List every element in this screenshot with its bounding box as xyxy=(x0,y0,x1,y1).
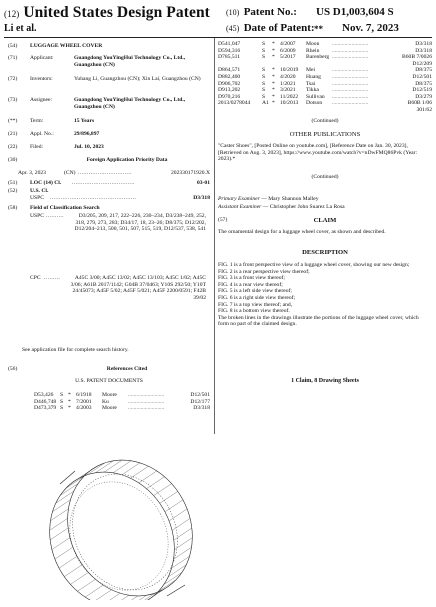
tread-line xyxy=(78,579,96,591)
tread-line xyxy=(159,579,177,591)
citation-star: * xyxy=(272,100,275,107)
citation-row xyxy=(218,87,432,94)
citation-star: * xyxy=(272,73,275,80)
citation-name: Barenberg xyxy=(306,54,330,61)
citation-leader-dots: .......................... xyxy=(332,87,369,94)
citation-date: 4/2007 xyxy=(280,41,296,47)
tread-line xyxy=(94,590,112,600)
citation-name: Mei xyxy=(306,67,316,74)
claims-summary: 1 Claim, 8 Drawing Sheets xyxy=(291,378,359,384)
citation-class: D12/501 xyxy=(190,392,210,398)
citation-date: 6/1918 xyxy=(76,392,92,398)
luggage-wheel-cover-drawing xyxy=(26,448,216,600)
citation-star: * xyxy=(272,41,275,47)
citation-class: D3/318 xyxy=(415,47,432,54)
claim-heading: CLAIM xyxy=(313,217,337,224)
citation-name: Tikka xyxy=(306,87,319,94)
citation-num: D473,379 xyxy=(34,405,57,412)
tread-line xyxy=(85,585,103,597)
citation-row xyxy=(218,41,432,48)
citation-date: 11/2022 xyxy=(280,93,299,100)
citation-leader-dots: .......................... xyxy=(332,54,369,61)
tread-line xyxy=(169,509,187,521)
citation-class: D12/209 xyxy=(412,60,432,67)
field-term: (**) Term: 15 Years xyxy=(8,118,95,124)
description-line: FIG. 7 is a top view thereof; and, xyxy=(218,301,293,308)
claim-text: The ornamental design for a luggage wheel cover, as shown and described. xyxy=(218,229,386,235)
citation-date: 3/2021 xyxy=(280,87,296,94)
claim-heading-row: (57) CLAIM xyxy=(218,217,432,227)
field-filed: (22) Filed: Jul. 10, 2023 xyxy=(8,144,104,150)
description-list xyxy=(218,262,430,328)
citation-date: 4/2003 xyxy=(76,405,92,412)
continued-label-2: (Continued) xyxy=(311,174,339,180)
patent-number: US D1,003,604 S xyxy=(316,6,394,18)
tread-line xyxy=(139,471,157,483)
description-line: FIG. 4 is a rear view thereof; xyxy=(218,281,283,288)
document-type: United States Design Patent xyxy=(23,4,210,21)
citation-class: D8/375 xyxy=(415,80,432,87)
citation-name: Moore xyxy=(102,405,117,412)
citation-class: B60B 7/0026 xyxy=(402,54,432,61)
citation-date: 6/2009 xyxy=(280,47,296,54)
search-uspc: USPC .......... D3/205, 209, 217, 222–226, 230–234, D3/238–249, 252, 318, 279, 273, 283; D34/17, 18, 23–26; D8/375; D12/202, D12/204–213, 500, 501, 507, 515, 519, D12/537, 538, 541 xyxy=(30,213,206,233)
field-search: (58) Field of Classification Search xyxy=(8,205,100,211)
citation-leader-dots: .......................... xyxy=(332,47,369,54)
citation-row xyxy=(8,392,210,399)
citation-star: * xyxy=(272,80,275,87)
citation-row xyxy=(218,48,432,55)
patent-number-row: (10) Patent No.: US D1,003,604 S xyxy=(226,6,394,18)
citation-kind: S xyxy=(262,93,266,100)
citation-date: 5/2017 xyxy=(280,54,296,61)
search-note: See application file for complete search history. xyxy=(22,347,129,353)
tread-line xyxy=(122,463,140,475)
citation-name: Rhein xyxy=(306,47,320,54)
field-us-cl: (52) U.S. Cl. USPC ................................................ D3/318 xyxy=(8,188,210,201)
citation-leader-dots: .......................... xyxy=(128,392,165,398)
description-line: FIG. 5 is a left side view thereof; xyxy=(218,288,292,295)
citation-kind: A1 xyxy=(262,100,269,107)
tread-line xyxy=(131,466,149,478)
citation-date: 4/2020 xyxy=(280,73,296,80)
citation-name: Moon xyxy=(306,41,320,47)
citation-kind: S xyxy=(262,47,266,54)
citation-star: * xyxy=(272,67,275,74)
citation-kind: S xyxy=(262,73,266,80)
tread-line xyxy=(160,491,178,503)
citation-num: D53,426 xyxy=(34,392,54,398)
citation-leader-dots: .......................... xyxy=(332,73,369,80)
citation-num: D970,216 xyxy=(218,93,241,100)
description-line: FIG. 6 is a right side view thereof; xyxy=(218,294,296,301)
description-line: FIG. 1 is a front perspective view of a luggage wheel cover, showing our new design; xyxy=(218,262,410,268)
field-loc: (51) LOC (14) Cl. ................................... 03-01 xyxy=(8,180,210,186)
citation-leader-dots: .......................... xyxy=(332,80,369,87)
tread-line xyxy=(53,500,71,512)
primary-examiner: Primary Examiner — Mary Shannon Malley xyxy=(218,196,319,202)
citation-class: D3/279 xyxy=(415,93,432,100)
tread-line xyxy=(95,461,113,473)
tread-line xyxy=(147,477,165,489)
citation-kind: S xyxy=(60,405,64,412)
citation-name: Moore xyxy=(102,392,117,398)
citation-row xyxy=(218,94,432,101)
citation-class: D12/177 xyxy=(190,398,210,405)
citation-leader-dots: .......................... xyxy=(332,93,369,100)
date-of-patent: Nov. 7, 2023 xyxy=(342,22,399,34)
tread-line xyxy=(64,565,82,577)
citation-class: D3/318 xyxy=(193,405,210,412)
citation-row xyxy=(218,67,432,74)
citation-row xyxy=(218,107,432,114)
citation-kind: S xyxy=(262,67,266,74)
field-title: (54) LUGGAGE WHEEL COVER xyxy=(8,43,103,49)
citation-star: * xyxy=(272,54,275,61)
citation-num: D882,400 xyxy=(218,73,241,80)
description-heading: DESCRIPTION xyxy=(302,249,348,256)
tread-line xyxy=(66,477,84,489)
date-of-patent-row: (45) Date of Patent: ** Nov. 7, 2023 xyxy=(226,22,399,34)
citation-class: 301/62 xyxy=(416,106,432,113)
citation-date: 10/2019 xyxy=(280,67,299,74)
citation-star: * xyxy=(272,93,275,100)
tread-line xyxy=(154,484,172,496)
citation-kind: S xyxy=(60,398,64,405)
tread-line xyxy=(59,556,77,568)
citation-name: Sullivan xyxy=(306,93,325,100)
citation-name: Ku xyxy=(102,398,109,405)
citation-class: D12/519 xyxy=(412,87,432,94)
tread-line xyxy=(55,547,73,559)
patent-header-title xyxy=(4,4,210,22)
search-cpc: CPC ......... A45C 3/00; A45C 13/02; A45C 13/103; A45C 1/02; A45C 3/06; A61B 2017/1142; G04B 37/0463; Y10S 292/50; Y10T 24/45073; A45F 5/02; A45F 5/021; A45F 2200/0591; F42B 39/02 xyxy=(30,275,206,301)
tread-line xyxy=(172,518,190,530)
citation-class: B60B 1/06 xyxy=(407,100,432,107)
citation-num: D913,202 xyxy=(218,87,241,94)
citation-leader-dots: .......................... xyxy=(332,67,369,74)
description-line: FIG. 2 is a rear perspective view thereof; xyxy=(218,268,310,275)
citation-star: * xyxy=(272,47,275,54)
citation-class: D12/501 xyxy=(412,73,432,80)
field-appl-no: (21) Appl. No.: 29/896,897 xyxy=(8,131,100,137)
citation-row xyxy=(8,405,210,412)
citation-class: D3/318 xyxy=(415,41,432,47)
right-citation-list xyxy=(218,41,432,114)
inventor-short: Li et al. xyxy=(4,23,37,34)
tread-line xyxy=(79,466,97,478)
continued-label: (Continued) xyxy=(311,118,339,124)
citation-row xyxy=(218,100,432,107)
tread-line xyxy=(52,538,70,550)
tread-line xyxy=(87,463,105,475)
us-patent-documents-heading: U.S. PATENT DOCUMENTS xyxy=(75,378,143,384)
citation-row xyxy=(218,61,432,68)
citation-kind: S xyxy=(262,87,266,94)
citation-row xyxy=(218,74,432,81)
description-line: FIG. 3 is a front view thereof; xyxy=(218,275,285,282)
citation-kind: S xyxy=(60,392,64,398)
field-assignee: (73) Assignee: Guangdong YouYingHui Technology Co., Ltd., Guangzhou (CN) xyxy=(8,97,186,110)
citation-name: Tsai xyxy=(306,80,316,87)
pub-code: (12) xyxy=(4,9,20,19)
field-references: (56) References Cited xyxy=(8,366,148,372)
citation-star: * xyxy=(68,398,71,405)
citation-row xyxy=(218,54,432,61)
citation-num: D906,702 xyxy=(218,80,241,87)
citation-leader-dots: .......................... xyxy=(332,100,369,107)
citation-date: 1/2021 xyxy=(280,80,296,87)
citation-kind: S xyxy=(262,54,266,61)
field-foreign-priority: (30) Foreign Application Priority Data xyxy=(8,157,168,163)
citation-num: D446,748 xyxy=(34,398,57,405)
date-marker: ** xyxy=(314,24,323,34)
citation-num: 2013/0278044 xyxy=(218,100,251,107)
header-rule xyxy=(4,37,432,38)
description-line: FIG. 8 is a bottom view thereof. xyxy=(218,308,290,315)
assistant-examiner: Assistant Examiner — Christopher John Suarez La Rosa xyxy=(218,204,345,210)
tread-line xyxy=(174,538,192,550)
citation-leader-dots: .......................... xyxy=(128,405,165,412)
tread-line xyxy=(70,572,88,584)
tread-line xyxy=(113,461,131,473)
citation-star: * xyxy=(68,405,71,412)
citation-num: D541,047 xyxy=(218,41,241,47)
citation-leader-dots: .......................... xyxy=(332,41,369,47)
citation-kind: S xyxy=(262,41,266,47)
tread-line xyxy=(50,528,68,540)
citation-star: * xyxy=(272,87,275,94)
citation-row xyxy=(218,81,432,88)
citation-kind: S xyxy=(262,80,266,87)
other-publications-heading: OTHER PUBLICATIONS xyxy=(289,131,361,138)
citation-name: Huang xyxy=(306,73,321,80)
field-inventors: (72) Inventors: Yuhang Li, Guangzhou (CN); Xin Lai, Guangzhou (CN) xyxy=(8,76,201,82)
citation-num: D785,511 xyxy=(218,54,241,61)
citation-num: D864,571 xyxy=(218,67,241,74)
tread-line xyxy=(50,518,68,530)
tread-line xyxy=(172,556,190,568)
citation-date: 7/2001 xyxy=(76,398,92,405)
citation-num: D594,316 xyxy=(218,47,241,54)
column-divider xyxy=(214,38,215,434)
citation-leader-dots: .......................... xyxy=(128,398,165,405)
citation-row xyxy=(8,399,210,406)
left-citation-list xyxy=(8,392,210,412)
foreign-priority-row: Apr. 3, 2023 (CN) .............................. 202330171920.X xyxy=(18,170,210,176)
citation-name: Dotson xyxy=(306,100,323,107)
citation-class: D8/375 xyxy=(415,67,432,74)
citation-date: 10/2013 xyxy=(280,100,299,107)
citation-star: * xyxy=(68,392,71,398)
field-applicant: (71) Applicant: Guangdong YouYingHui Technology Co., Ltd., Guangzhou (CN) xyxy=(8,55,186,68)
description-line: The broken lines in the drawings illustrate the portions of the luggage wheel cover, which form no part of the claimed design. xyxy=(218,314,419,328)
other-publications-text: "Caster Shoes", [Posted Online on youtube.com], [Reference Date on Jan. 30, 2023], [Retrieved on Aug. 3, 2023], https://www.youtube.com/watch?v=nDwFMQ86Pvk (Year: 2023).* xyxy=(218,143,418,163)
